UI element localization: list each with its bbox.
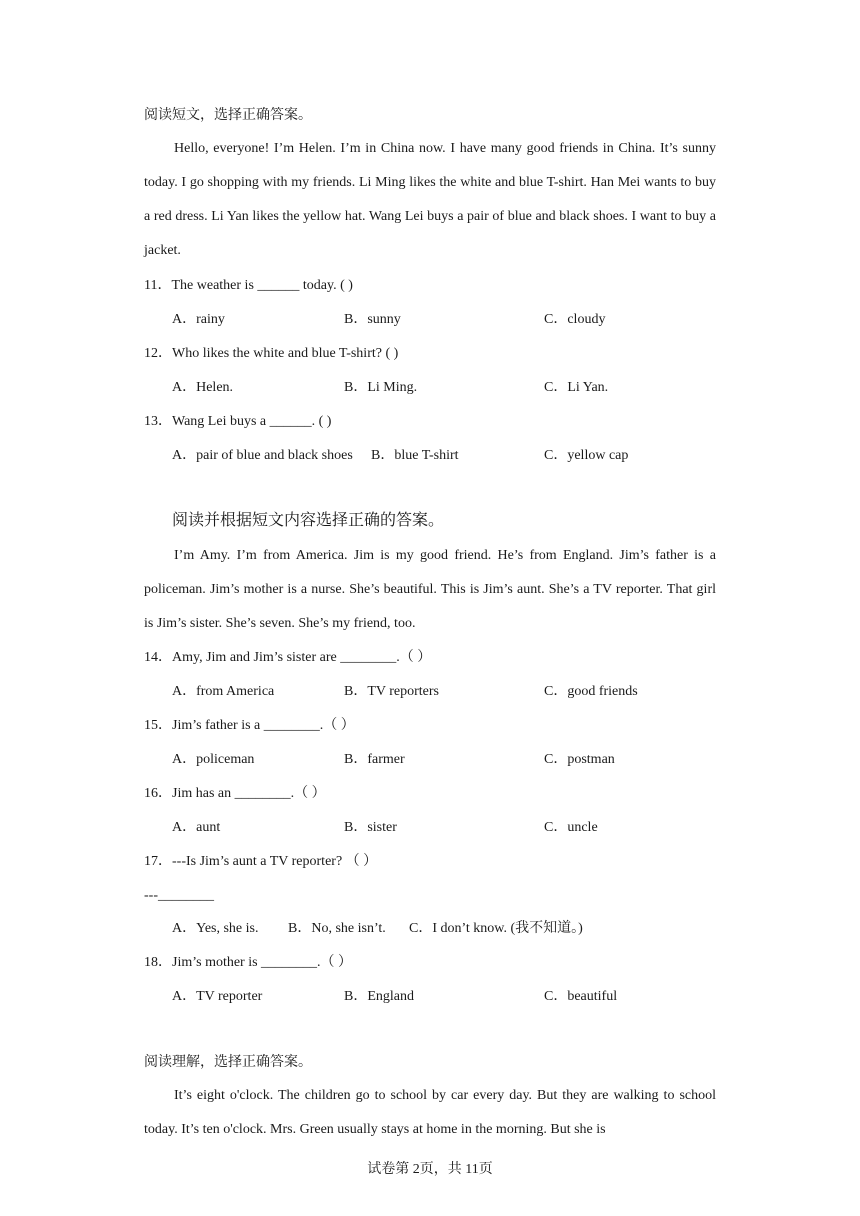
- question-16-option-b[interactable]: B．sister: [344, 820, 397, 835]
- question-12-option-a[interactable]: A．Helen.: [172, 380, 234, 395]
- question-12-option-c[interactable]: C．Li Yan.: [544, 380, 609, 395]
- question-18-option-a[interactable]: A．TV reporter: [172, 989, 263, 1004]
- question-14-stem: 14．Amy, Jim and Jim’s sister are ________.（ ）: [144, 650, 432, 665]
- question-16-option-c[interactable]: C．uncle: [544, 820, 598, 835]
- question-13-stem: 13．Wang Lei buys a ______. ( ): [144, 414, 332, 429]
- question-15-option-c[interactable]: C．postman: [544, 752, 615, 767]
- section1-heading: 阅读短文，选择正确答案。: [144, 108, 312, 123]
- section3-heading: 阅读理解，选择正确答案。: [144, 1055, 312, 1070]
- question-17-option-b[interactable]: B．No, she isn’t.: [288, 921, 386, 936]
- section2-heading: 阅读并根据短文内容选择正确的答案。: [172, 512, 445, 529]
- question-15-option-b[interactable]: B．farmer: [344, 752, 405, 767]
- question-18-stem: 18．Jim’s mother is ________.（ ）: [144, 955, 353, 970]
- question-11-option-a[interactable]: A．rainy: [172, 312, 225, 327]
- page-footer: 试卷第 2页，共 11页: [367, 1162, 493, 1177]
- question-12-stem: 12．Who likes the white and blue T-shirt? ( ): [144, 346, 399, 361]
- question-11-stem: 11．The weather is ______ today. ( ): [144, 278, 353, 293]
- section1-passage: Hello, everyone! I’m Helen. I’m in China now. I have many good friends in China. It’s sunny today. I go shopping with my friends. Li Ming likes the white and blue T-shirt. Han Mei wants to buy a red dress. Li Yan likes the yellow hat. Wang Lei buys a pair of blue and black shoes. I want to buy a jacket.: [144, 141, 716, 258]
- section2-passage: I’m Amy. I’m from America. Jim is my good friend. He’s from England. Jim’s father is a policeman. Jim’s mother is a nurse. She’s beautiful. This is Jim’s aunt. She’s a TV reporter. That girl is Jim’s sister. She’s seven. She’s my friend, too.: [144, 548, 716, 631]
- question-14-option-a[interactable]: A．from America: [172, 684, 275, 699]
- question-13-option-a[interactable]: A．pair of blue and black shoes: [172, 448, 353, 463]
- question-18-option-b[interactable]: B．England: [344, 989, 414, 1004]
- question-18-option-c[interactable]: C．beautiful: [544, 989, 618, 1004]
- question-13-option-c[interactable]: C．yellow cap: [544, 448, 629, 463]
- question-16-option-a[interactable]: A．aunt: [172, 820, 221, 835]
- question-14-option-b[interactable]: B．TV reporters: [344, 684, 439, 699]
- question-13-option-b[interactable]: B．blue T-shirt: [371, 448, 459, 463]
- section3-passage: It’s eight o'clock. The children go to school by car every day. But they are walking to school today. It’s ten o'clock. Mrs. Green usually stays at home in the morning. But she is: [144, 1088, 716, 1137]
- question-17-stem: 17．---Is Jim’s aunt a TV reporter? （ ）: [144, 854, 378, 869]
- question-16-stem: 16．Jim has an ________.（ ）: [144, 786, 326, 801]
- question-15-stem: 15．Jim’s father is a ________.（ ）: [144, 718, 355, 733]
- question-14-option-c[interactable]: C．good friends: [544, 684, 638, 699]
- question-11-option-b[interactable]: B．sunny: [344, 312, 401, 327]
- question-17-option-c[interactable]: C．I don’t know. (我不知道。): [409, 921, 583, 936]
- question-17-option-a[interactable]: A．Yes, she is.: [172, 921, 259, 936]
- question-11-option-c[interactable]: C．cloudy: [544, 312, 606, 327]
- question-17-answer-blank: ---________: [144, 888, 214, 903]
- question-15-option-a[interactable]: A．policeman: [172, 752, 255, 767]
- question-12-option-b[interactable]: B．Li Ming.: [344, 380, 418, 395]
